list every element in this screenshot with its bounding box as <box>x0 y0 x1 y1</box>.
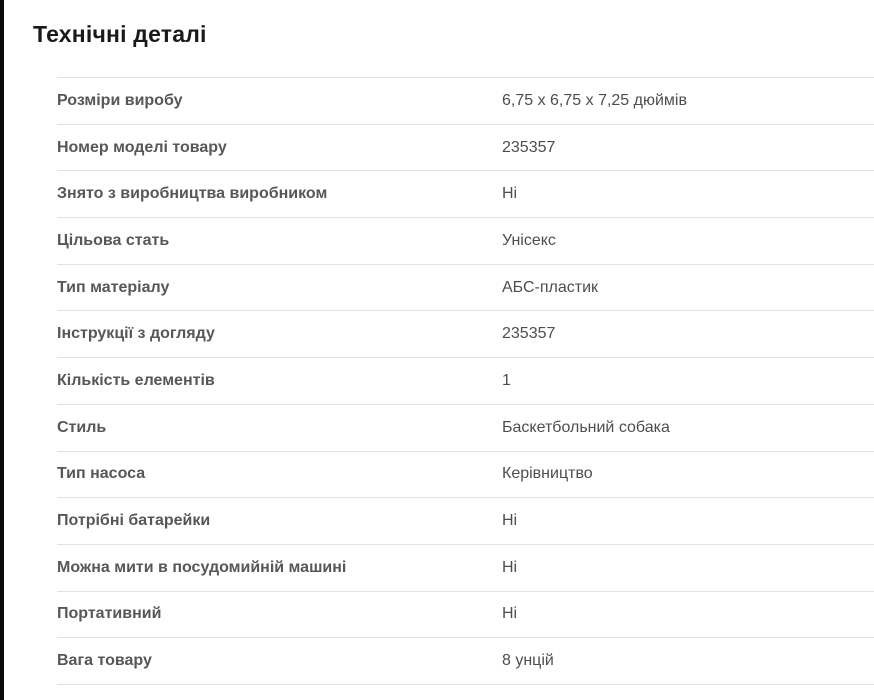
spec-row <box>57 171 874 218</box>
spec-value: Унісекс <box>502 231 556 249</box>
spec-label: Інструкції з догляду <box>57 325 215 343</box>
spec-value: АБС-пластик <box>502 278 599 296</box>
spec-row <box>57 265 874 312</box>
spec-label: Цільова стать <box>57 231 170 249</box>
spec-label: Знято з виробництва виробником <box>57 185 328 203</box>
spec-value: Ні <box>502 185 518 203</box>
spec-value: Ні <box>502 512 518 530</box>
spec-value: 235357 <box>502 138 556 156</box>
spec-label: Вага товару <box>57 652 152 670</box>
spec-row <box>57 311 874 358</box>
spec-row <box>57 592 874 639</box>
spec-label: Можна мити в посудомийній машині <box>57 558 347 576</box>
spec-row <box>57 218 874 265</box>
spec-value: Ні <box>502 605 518 623</box>
spec-value: Баскетбольний собака <box>502 418 670 436</box>
section-title: Технічні деталі <box>33 21 207 47</box>
spec-value: 235357 <box>502 325 556 343</box>
spec-label: Тип насоса <box>57 465 146 483</box>
spec-label: Стиль <box>57 418 107 436</box>
spec-label: Номер моделі товару <box>57 138 227 156</box>
spec-value: 8 унцій <box>502 652 554 670</box>
spec-label: Розміри виробу <box>57 91 183 109</box>
spec-row <box>57 405 874 452</box>
spec-row <box>57 358 874 405</box>
spec-row <box>57 78 874 125</box>
left-edge-bar <box>0 0 4 700</box>
spec-value: Керівництво <box>502 465 593 483</box>
spec-table <box>57 77 874 685</box>
spec-value: Ні <box>502 558 518 576</box>
spec-value: 6,75 x 6,75 x 7,25 дюймів <box>502 91 687 109</box>
spec-row <box>57 498 874 545</box>
spec-label: Портативний <box>57 605 162 623</box>
spec-row <box>57 125 874 172</box>
spec-row <box>57 452 874 499</box>
spec-value: 1 <box>502 371 511 389</box>
spec-label: Потрібні батарейки <box>57 512 211 530</box>
spec-row <box>57 545 874 592</box>
spec-row <box>57 638 874 685</box>
spec-label: Тип матеріалу <box>57 278 170 296</box>
spec-label: Кількість елементів <box>57 371 215 389</box>
